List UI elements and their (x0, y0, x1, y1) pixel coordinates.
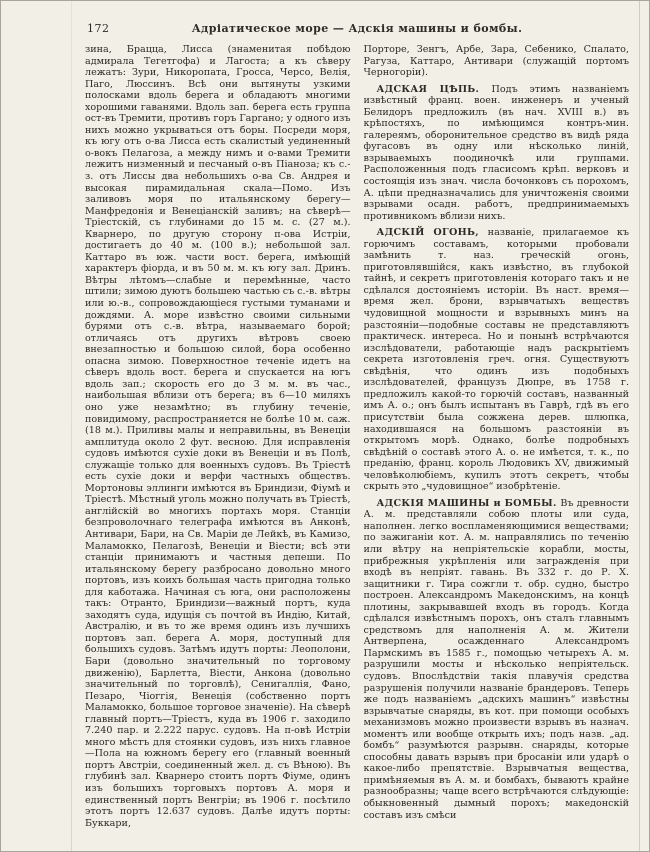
article-adskaya-tsep (364, 84, 630, 223)
article-title-adskaya-tsep: АДСКАЯ ЦѢПЬ. (376, 83, 492, 95)
article-text-adskie-mashiny-i-bomby: Въ древности А. м. представляли собою плоты или суда, наполнен. легко воспламеняющимися веществами; по зажиганіи кот. А. м. направлялись по теченію или вѣтру на непріятельскіе корабли, мосты, прибрежныя укрѣпленія или загражденія при входѣ въ непріят. гавань. Въ 332 г. до Р. X. защитники г. Тира сожгли т. обр. судно, быстро построен. Александромъ Македонскимъ, на концѣ плотины, закрывавшей входъ въ городъ. Когда сдѣлался извѣстнымъ порохъ, онъ сталъ главнымъ средствомъ для наполненія А. м. Жители Антверпена, осажденнаго Александромъ Пармскимъ въ 1585 г., помощью четырехъ А. м. разрушили мосты и нѣсколько непріятельск. судовъ. Впослѣдствіи такія плавучія средства разрушенія получили названіе брандеровъ. Теперь же подъ названіемъ „адскихъ машинъ“ извѣстны взрывчатые снаряды, въ кот. при помощи особыхъ механизмовъ можно произвести взрывъ въ назнач. моментъ или вообще открыть ихъ; подъ назв. „ад. бомбъ“ разумѣются разрывн. снаряды, которые способны давать взрывъ при бросаніи или ударѣ о какое-либо препятствіе. Взрывчатыя вещества, примѣняемыя въ А. м. и бомбахъ, бываютъ крайне разнообразны; чаще всего встрѣчаются слѣдующіе: обыкновенный дымный порохъ; македонскій составъ изъ смѣси (363, 497, 629, 821)
article-adsky-ogon (364, 227, 630, 493)
article-adskie-mashiny-i-bomby (364, 498, 630, 821)
left-column (85, 44, 351, 845)
article-text-adskaya-tsep: Подъ этимъ названіемъ извѣстный франц. воен. инженеръ и ученый Белидоръ предложилъ (въ нач. XVIII в.) въ крѣпостяхъ, по имѣющимся контръ-мин. галереямъ, оборонительное средство въ видѣ ряда фугасовъ въ одну или нѣсколько линій, взрываемыхъ поодиночкѣ или группами. Расположенныя подъ гласисомъ крѣп. верковъ и состоящія изъ знач. числа бочонковъ съ порохомъ, А. цѣпи предназначались для уничтоженія своими взрывами осадн. работъ, предпринимаемыхъ противникомъ вблизи нихъ. (363, 83, 629, 222)
right-column (364, 44, 630, 845)
ports-list-continuation: Порторе, Зенгъ, Арбе, Зара, Себенико, Спалато, Рагуза, Каттаро, Антивари (служащій портомъ Черногоріи). (363, 44, 629, 79)
page-edge-left (71, 1, 72, 851)
page-number: 172 (87, 22, 110, 35)
article-title-adsky-ogon: АДСКІЙ ОГОНЬ, (376, 227, 488, 239)
page-header (85, 22, 629, 37)
adriatic-sea-article-continuation: зина, Брацца, Лисса (знаменитая побѣдою адмирала Тегетгофа) и Лагоста; а къ сѣверу лежатъ: Зури, Никоропата, Гросса, Черсо, Велія, Паго, Люссинъ. Всѣ они вытянуты узкими полосками вдоль берега и обладаютъ многими хорошими гаванями. Вдоль зап. берега есть группа ост-въ Тремити, противъ горъ Гаргано; у одного изъ нихъ можно укрываться отъ боры. Посреди моря, къ югу отъ о-ва Лисса есть скалистый уединенный о-вокъ Пелагоза, а между нимъ и о-вами Тремити лежитъ низменный и песчаный о-въ Піаноза; къ с.-з. отъ Лиссы два небольшихъ о-ва Св. Андрея и высокая пирамидальная скала—Помо. Изъ заливовъ моря по итальянскому берегу—Манфредонія и Венеціанскій заливъ; на сѣверѣ—Тріестскій, съ глубинами до 15 м. с. (27 м.). Кварнеро, по другую сторону п-ова Истріи, достигаетъ до 40 м. (100 в.); небольшой зал. Каттаро въ юж. части вост. берега, имѣющій характеръ фіорда, и въ 50 м. м. къ югу зал. Дринъ. Вѣтры лѣтомъ—слабые и перемѣнные, часто штили; зимою дуютъ большею частью съ с.-в. вѣтры или ю.-в., сопровождающіеся густыми туманами и дождями. А. море извѣстно своими сильными бурями отъ с.-в. вѣтра, называемаго борой; отличаясь отъ другихъ вѣтровъ своею внезапностью и большою силой, бора особенно опасна зимою. Поверхностное теченіе идетъ на сѣверъ вдоль вост. берега и спускается на югъ вдоль зап.; скорость его до 3 м. м. въ час., наибольшая вблизи отъ берега; въ 6—10 миляхъ оно уже незамѣтно; въ глубину теченіе, повидимому, распространяется не болѣе 10 м. саж. (18 м.). Приливы малы и неправильны, въ Венеціи амплитуда около 2 фут. весною. Для исправленія судовъ имѣются сухіе доки въ Венеціи и въ Полѣ, служащіе только для военныхъ судовъ. Въ Тріестѣ есть сухіе доки и верфи частныхъ обществъ. Мортоновы эллинги имѣются въ Бриндизи, Фіумѣ и Тріестѣ. Мѣстный уголь можно получать въ Тріестѣ, англійскій во многихъ портахъ моря. Станціи безпроволочнаго телеграфа имѣются въ Анконѣ, Антивари, Бари, на Св. Маріи де Лейкѣ, въ Камизо, Маламокко, Пелагозѣ, Венеціи и Віести; всѣ эти станціи принимаютъ и частныя депеши. По итальянскому берегу разбросано довольно много портовъ, изъ коихъ большая часть пригодна только для каботажа. Начиная съ юга, они расположены такъ: Отранто, Бриндизи—важный портъ, куда заходятъ суда, идущія съ почтой въ Индію, Китай, Австралію, и въ то же время одинъ изъ лучшихъ портовъ зап. берега А. моря, доступный для большихъ судовъ. Затѣмъ идутъ порты: Леополони, Бари (довольно значительный по торговому движенію), Барлетта, Віести, Анкона (довольно значительный по торговлѣ), Сенигаллія, Фано, Пезаро, Чіоггія, Венеція (собственно портъ Маламокко, большое торговое значеніе). На сѣверѣ главный портъ—Тріестъ, куда въ 1906 г. заходило 7.240 пар. и 2.222 парус. судовъ. На п-овѣ Истріи много мѣстъ для стоянки судовъ, изъ нихъ главное—Пола на южномъ берегу его (главный военный портъ Австріи, соединенный жел. д. съ Вѣною). Въ глубинѣ зал. Кварнеро стоитъ портъ Фіуме, одинъ изъ большихъ торговыхъ портовъ А. моря и единственный портъ Венгріи; въ 1906 г. посѣтило этотъ портъ 12.637 судовъ. Далѣе идутъ порты: Буккари, (85, 44, 351, 829)
text-columns (85, 44, 629, 845)
running-title: Адріатическое море — Адскія машины и бомбы. (191, 22, 523, 35)
page-edge-right (639, 1, 640, 851)
article-text-adsky-ogon: названіе, прилагаемое къ горючимъ составамъ, которыми пробовали замѣнить т. наз. греческій огонь, приготовлявшійся, какъ извѣстно, въ глубокой тайнѣ, и секретъ приготовленія котораго такъ и не сдѣлался достояніемъ исторіи. Въ наст. время—время жел. брони, взрывчатыхъ веществъ чудовищной мощности и взрывныхъ минъ на разстояніи—подобные составы не представляютъ практическ. интереса. Но и понынѣ встрѣчаются изслѣдователи, работающіе надъ раскрытіемъ секрета изготовленія греч. огня. Существуютъ свѣдѣнія, что одинъ изъ подобныхъ изслѣдователей, французъ Дюпре, въ 1758 г. предложилъ какой-то горючій составъ, названный имъ А. о.; онъ былъ испытанъ въ Гаврѣ, гдѣ въ его присутствіи была сожжена дерев. шлюпка, находившаяся на большомъ разстояніи въ открытомъ морѣ. Однако, болѣе подробныхъ свѣдѣній о составѣ этого А. о. не имѣется, т. к., по преданію, франц. король Людовикъ XV, движимый человѣколюбіемъ, купилъ этотъ секретъ, чтобы скрыть это „чудовищное“ изобрѣтеніе. (363, 227, 629, 493)
article-title-adskie-mashiny-i-bomby: АДСКІЯ МАШИНЫ и БОМБЫ. (376, 497, 561, 509)
